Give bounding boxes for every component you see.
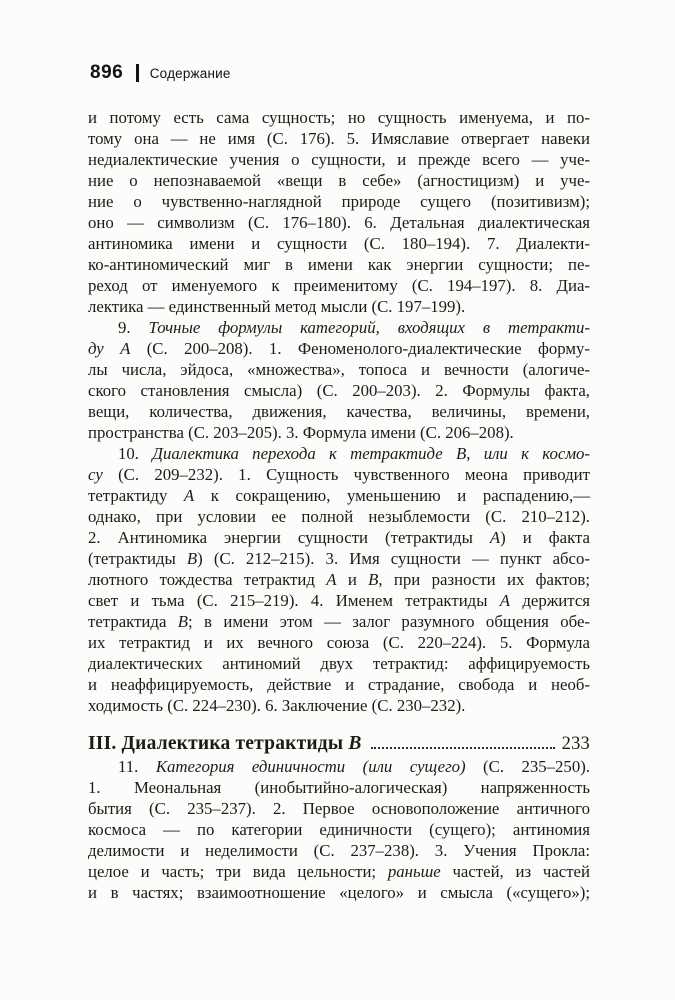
text-segment: А — [183, 486, 195, 505]
text-segment: раньше — [387, 862, 441, 881]
text-segment: А — [489, 528, 501, 547]
toc-line — [88, 338, 590, 359]
toc-line — [88, 777, 590, 798]
toc-line — [88, 128, 590, 149]
toc-line — [88, 674, 590, 695]
toc-line — [88, 359, 590, 380]
text-segment: В — [177, 612, 189, 631]
toc-line — [88, 527, 590, 548]
toc-line — [88, 861, 590, 882]
toc-line — [88, 756, 590, 777]
text-segment: ходимость (С. 224–230). 6. Заключение (С. 230–232). — [88, 696, 466, 715]
toc-line — [88, 422, 590, 443]
toc-line — [88, 443, 590, 464]
text-segment: диалектических антиномий двух тетрактид: аффицируемость — [88, 654, 590, 673]
toc-line — [88, 548, 590, 569]
toc-line — [88, 191, 590, 212]
text-segment: В — [348, 733, 362, 754]
text-segment: 9. — [118, 318, 149, 337]
section-page-number: 233 — [561, 734, 590, 754]
text-segment: тетрактида — [88, 612, 178, 631]
text-segment: ; в имени этом — залог разумного общения обе- — [188, 612, 591, 631]
text-segment: (тетрактиды — [88, 549, 187, 568]
section-heading — [88, 732, 590, 756]
text-segment: антиномика имени и сущности (С. 180–194). 7. Диалекти- — [88, 234, 590, 253]
text-segment: бытия (С. 235–237). 2. Первое основоположение античного — [88, 799, 590, 818]
text-segment: лы числа, эйдоса, «множества», топоса и вечности (алогиче- — [88, 360, 590, 379]
text-segment: , при разности их фактов; — [378, 570, 591, 589]
text-segment: III. Диалектика тетрактиды — [88, 733, 349, 754]
text-segment: вещи, количества, движения, качества, величины, времени, — [88, 402, 590, 421]
text-segment: 2. Антиномика энергии сущности (тетрактиды — [88, 528, 490, 547]
toc-line — [88, 380, 590, 401]
text-segment: ние о чувственно-наглядной природе сущего (позитивизм); — [88, 192, 590, 211]
text-segment: космоса — по категории единичности (сущего); антиномия — [88, 820, 590, 839]
text-segment: А — [326, 570, 337, 589]
text-segment: и — [336, 570, 369, 589]
text-segment: их тетрактид и их вечного союза (С. 220–224). 5. Формула — [88, 633, 590, 652]
toc-line — [88, 798, 590, 819]
text-segment: ) и факта — [500, 528, 590, 547]
text-segment: пространства (С. 203–205). 3. Формула имени (С. 206–208). — [88, 423, 514, 442]
toc-line — [88, 653, 590, 674]
text-segment: Диалектика перехода к тетрактиде В, или к космо- — [152, 444, 591, 463]
toc-content — [88, 107, 590, 903]
text-segment: и неаффицируемость, действие и страдание, свобода и необ- — [88, 675, 590, 694]
toc-line — [88, 149, 590, 170]
toc-line — [88, 212, 590, 233]
text-segment: А — [499, 591, 511, 610]
toc-line — [88, 254, 590, 275]
text-segment: тетрактиду — [88, 486, 184, 505]
text-segment: ние о непознаваемой «вещи в себе» (агностицизм) и уче- — [88, 171, 590, 190]
toc-line — [88, 317, 590, 338]
text-segment: 10. — [118, 444, 153, 463]
text-segment: (С. 235–250). — [465, 757, 590, 776]
toc-line — [88, 569, 590, 590]
text-segment: оно — символизм (С. 176–180). 6. Детальная диалектическая — [88, 213, 590, 232]
text-segment: В — [368, 570, 379, 589]
toc-line — [88, 485, 590, 506]
header-title: Содержание — [149, 65, 231, 81]
text-segment: свет и тьма (С. 215–219). 4. Именем тетрактиды — [88, 591, 500, 610]
toc-line — [88, 170, 590, 191]
text-segment: и потому есть сама сущность; но сущность именуема, и по- — [88, 108, 590, 127]
toc-line — [88, 506, 590, 527]
text-segment: делимости и неделимости (С. 237–238). 3. Учения Прокла: — [88, 841, 590, 860]
toc-line — [88, 233, 590, 254]
toc-line — [88, 882, 590, 903]
toc-line — [88, 464, 590, 485]
text-segment: частей, из частей — [440, 862, 590, 881]
text-segment: 1. Меональная (инобытийно-алогическая) напряженность — [88, 778, 590, 797]
text-segment: ко-антиномический миг в имени как энергии сущности; пе- — [88, 255, 590, 274]
toc-line — [88, 590, 590, 611]
text-segment: к сокращению, уменьшению и распадению,— — [194, 486, 591, 505]
text-segment: (С. 209–232). 1. Сущность чувственного меона приводит — [118, 465, 590, 484]
text-segment: держится — [510, 591, 590, 610]
text-segment: однако, при условии ее полной незыблемости (С. 210–212). — [88, 507, 590, 526]
text-segment: и в частях; взаимоотношение «целого» и смысла («сущего»); — [88, 883, 590, 902]
text-segment: 11. — [118, 757, 156, 776]
text-segment: реход от именуемого к преименитому (С. 194–197). 8. Диа- — [88, 276, 590, 295]
text-segment: целое и часть; три вида цельности; — [88, 862, 388, 881]
toc-line — [88, 401, 590, 422]
page-number: 896 — [90, 62, 124, 83]
text-segment: ) (С. 212–215). 3. Имя сущности — пункт абсо- — [197, 549, 590, 568]
text-segment: недиалектические учения о сущности, и прежде всего — уче- — [88, 150, 590, 169]
text-segment: лютного тождества тетрактид — [88, 570, 327, 589]
header-divider — [136, 64, 139, 82]
toc-line — [88, 275, 590, 296]
toc-line — [88, 840, 590, 861]
toc-line — [88, 107, 590, 128]
toc-line — [88, 611, 590, 632]
text-segment: су — [88, 465, 119, 484]
text-segment: Категория единичности (или сущего) — [155, 757, 466, 776]
text-segment: В — [186, 549, 198, 568]
text-segment: (С. 200–208). 1. Феноменолого-диалектические форму- — [146, 339, 590, 358]
toc-line — [88, 296, 590, 317]
toc-line — [88, 819, 590, 840]
section-heading-text — [88, 732, 362, 756]
dotted-leader — [371, 747, 555, 749]
text-segment: ду А — [88, 339, 147, 358]
toc-line — [88, 695, 590, 716]
text-segment: лектика — единственный метод мысли (С. 197–199). — [88, 297, 466, 316]
toc-line — [88, 632, 590, 653]
text-segment: ского становления смысла) (С. 200–203). 2. Формулы факта, — [88, 381, 590, 400]
text-segment: Точные формулы категорий, входящих в тетракти- — [148, 318, 591, 337]
running-header — [90, 62, 231, 84]
text-segment: тому она — не имя (С. 176). 5. Имяславие отвергает навеки — [88, 129, 590, 148]
